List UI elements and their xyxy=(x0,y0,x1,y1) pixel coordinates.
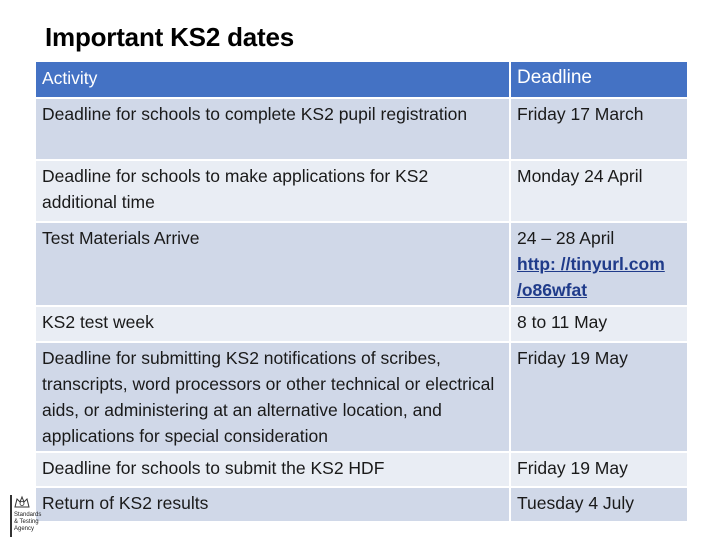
activity-cell: Deadline for schools to submit the KS2 HDF xyxy=(35,452,510,487)
activity-cell: Deadline for schools to complete KS2 pupil registration xyxy=(35,98,510,160)
table-row xyxy=(35,487,688,522)
deadline-cell: Tuesday 4 July xyxy=(510,487,688,522)
logo-text: Standards & Testing Agency xyxy=(14,512,42,532)
logo-rule xyxy=(10,495,12,537)
activity-cell: Deadline for submitting KS2 notifications of scribes, transcripts, word processors or other technical or electrical aids, or administering at an alternative location, and applications for special consideration xyxy=(35,342,510,452)
deadline-cell: Friday 17 March xyxy=(510,98,688,160)
deadline-date-range: 24 – 28 April xyxy=(517,228,615,248)
deadline-cell: Monday 24 April xyxy=(510,160,688,222)
materials-link-line-2[interactable]: /o86wfat xyxy=(517,280,588,300)
deadline-cell: Friday 19 May xyxy=(510,342,688,452)
dates-table xyxy=(34,60,689,523)
activity-cell: Test Materials Arrive xyxy=(35,222,510,306)
table-row xyxy=(35,98,688,160)
deadline-cell: 8 to 11 May xyxy=(510,306,688,342)
table-row xyxy=(35,342,688,452)
materials-link-line-1[interactable]: http: //tinyurl.com xyxy=(517,254,665,274)
royal-crest-icon xyxy=(13,495,31,509)
activity-cell: KS2 test week xyxy=(35,306,510,342)
deadline-cell: Friday 19 May xyxy=(510,452,688,487)
page-title: Important KS2 dates xyxy=(45,22,295,52)
table-row xyxy=(35,222,688,306)
header-activity: Activity xyxy=(35,61,510,98)
deadline-cell xyxy=(510,222,688,306)
table-row xyxy=(35,160,688,222)
header-deadline: Deadline xyxy=(510,61,688,98)
table-row xyxy=(35,306,688,342)
activity-cell: Deadline for schools to make applications for KS2 additional time xyxy=(35,160,510,222)
table-row xyxy=(35,452,688,487)
table-header-row xyxy=(35,61,688,98)
sta-logo xyxy=(10,495,46,537)
activity-cell: Return of KS2 results xyxy=(35,487,510,522)
